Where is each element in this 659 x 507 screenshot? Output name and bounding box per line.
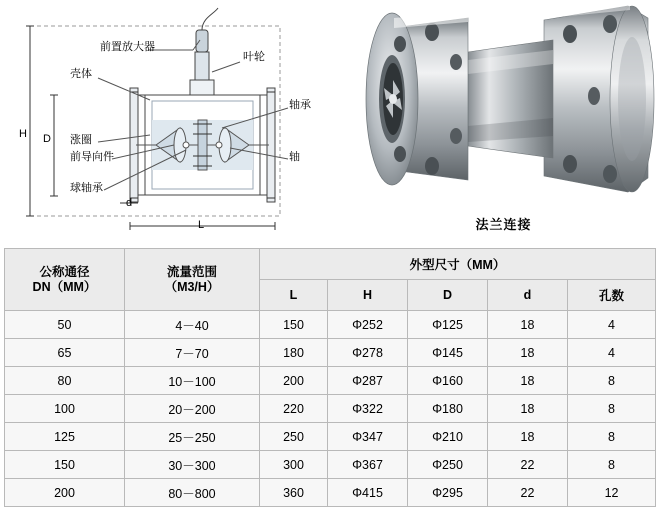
cell-H: Φ322 [328,395,408,423]
cell-holes: 4 [568,339,656,367]
cell-L: 360 [260,479,328,507]
table-row [5,451,656,479]
label-bearing: 轴承 [289,99,311,111]
cell-L: 180 [260,339,328,367]
schematic-svg [0,0,348,244]
cell-d: 18 [488,395,568,423]
cell-L: 250 [260,423,328,451]
cell-D: Φ160 [408,367,488,395]
cell-dn: 150 [5,451,125,479]
cell-D: Φ250 [408,451,488,479]
cell-dn: 200 [5,479,125,507]
cell-flow: 25－250 [125,423,260,451]
cell-holes: 8 [568,423,656,451]
cell-holes: 12 [568,479,656,507]
label-pre-amplifier: 前置放大器 [100,41,155,53]
cell-H: Φ278 [328,339,408,367]
cell-H: Φ252 [328,311,408,339]
cell-dn: 80 [5,367,125,395]
table-body [5,311,656,507]
cell-D: Φ145 [408,339,488,367]
photo-svg [348,0,659,214]
table-row [5,367,656,395]
header-nominal-diameter [5,249,125,311]
header-nominal-diameter-title: 公称通径 [39,264,90,279]
label-front-guide: 前导向件 [70,151,114,163]
cell-d: 22 [488,451,568,479]
dimension-label-L: L [198,219,205,231]
cell-dn: 100 [5,395,125,423]
photo-caption: 法兰连接 [475,217,532,232]
cell-D: Φ210 [408,423,488,451]
cell-holes: 4 [568,311,656,339]
label-housing: 壳体 [70,68,92,80]
table-header [5,249,656,311]
cell-flow: 30－300 [125,451,260,479]
cell-d: 18 [488,311,568,339]
cell-dn: 50 [5,311,125,339]
header-flow-range-unit: （M3/H） [164,279,220,294]
header-nominal-diameter-unit: DN（MM） [32,279,97,294]
cell-L: 300 [260,451,328,479]
cell-D: Φ180 [408,395,488,423]
header-D: D [408,280,488,311]
table-header-row-1 [5,249,656,280]
cell-L: 200 [260,367,328,395]
cell-d: 22 [488,479,568,507]
turbine-flowmeter-schematic [0,0,348,244]
cell-D: Φ295 [408,479,488,507]
cell-dn: 65 [5,339,125,367]
header-dimensions: 外型尺寸（MM） [260,249,656,280]
cell-d: 18 [488,423,568,451]
top-illustration-area [0,0,659,244]
table-row [5,423,656,451]
header-holes: 孔数 [568,280,656,311]
cell-holes: 8 [568,367,656,395]
cell-d: 18 [488,367,568,395]
dimension-label-d: d [126,197,133,209]
cell-flow: 7－70 [125,339,260,367]
product-photo-flange [348,0,659,244]
table-row [5,479,656,507]
cell-dn: 125 [5,423,125,451]
cell-H: Φ367 [328,451,408,479]
cell-d: 18 [488,339,568,367]
cell-holes: 8 [568,395,656,423]
header-flow-range [125,249,260,311]
cell-flow: 80－800 [125,479,260,507]
specification-table-wrapper [4,248,655,507]
specification-table [4,248,656,507]
cell-holes: 8 [568,451,656,479]
dimension-label-D: D [43,133,51,145]
header-flow-range-title: 流量范围 [166,264,217,279]
cell-H: Φ347 [328,423,408,451]
cell-L: 150 [260,311,328,339]
label-ball-bearing: 球轴承 [70,182,103,194]
cell-H: Φ287 [328,367,408,395]
table-row [5,339,656,367]
table-row [5,311,656,339]
cell-flow: 20－200 [125,395,260,423]
table-row [5,395,656,423]
header-d: d [488,280,568,311]
label-shaft: 轴 [289,151,300,163]
cell-flow: 10－100 [125,367,260,395]
label-impeller: 叶轮 [243,51,265,63]
cell-flow: 4－40 [125,311,260,339]
cell-H: Φ415 [328,479,408,507]
dimension-label-H: H [19,128,27,140]
label-expansion-ring: 涨圈 [70,134,92,146]
cell-L: 220 [260,395,328,423]
header-L: L [260,280,328,311]
header-H: H [328,280,408,311]
cell-D: Φ125 [408,311,488,339]
